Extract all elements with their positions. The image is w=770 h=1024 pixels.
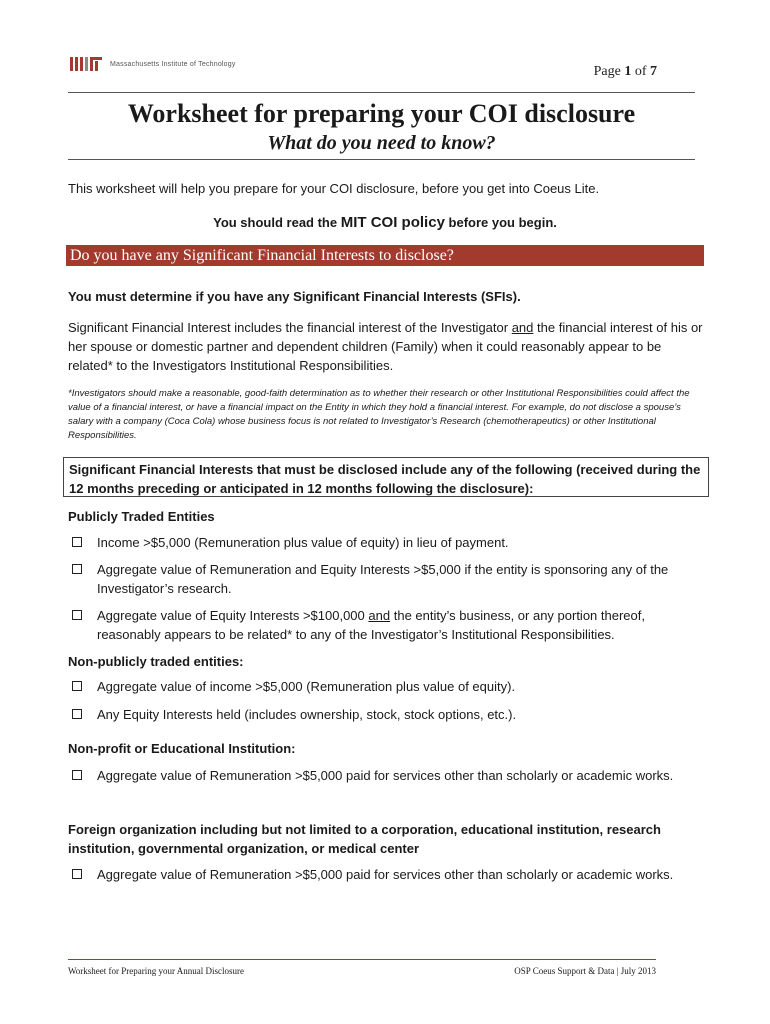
footer-left: Worksheet for Preparing your Annual Disclosure bbox=[68, 966, 244, 976]
sfi-definition-and: and bbox=[511, 320, 534, 335]
checkbox[interactable] bbox=[72, 681, 82, 691]
checklist-item bbox=[72, 677, 692, 696]
checklist-item bbox=[72, 560, 692, 598]
checklist-item-text-after: the entity’s business, or any portion thereof, reasonably appears to be related* to any of the Investigator’s Institutional Responsibilities. bbox=[97, 608, 645, 642]
checkbox[interactable] bbox=[72, 709, 82, 719]
footer-right: OSP Coeus Support & Data | July 2013 bbox=[514, 966, 656, 976]
mit-logo-mark-icon bbox=[70, 57, 104, 71]
checkbox[interactable] bbox=[72, 610, 82, 620]
header-rule bbox=[68, 92, 695, 93]
page-current: 1 bbox=[624, 64, 632, 79]
group-heading-nonpublic: Non-publicly traded entities: bbox=[68, 654, 244, 669]
must-determine-text: You must determine if you have any Significant Financial Interests (SFIs). bbox=[68, 289, 521, 304]
checkbox[interactable] bbox=[72, 537, 82, 547]
page-title: Worksheet for preparing your COI disclosure bbox=[127, 99, 636, 128]
intro-text: This worksheet will help you prepare for your COI disclosure, before you get into Coeus Lite. bbox=[68, 181, 600, 196]
mit-logo bbox=[70, 55, 236, 73]
checkbox[interactable] bbox=[72, 564, 82, 574]
sfi-definition-part2: the financial interest of his or her spouse or domestic partner and dependent children (Family) when it could reasonably appear to be related* to the Investigators Institutional Responsibilities. bbox=[68, 320, 703, 373]
group-heading-nonprofit: Non-profit or Educational Institution: bbox=[68, 741, 296, 756]
read-policy-line bbox=[0, 214, 770, 231]
checklist-item-text: Income >$5,000 (Remuneration plus value of equity) in lieu of payment. bbox=[97, 535, 509, 550]
sfi-disclosure-heading-box: Significant Financial Interests that must be disclosed include any of the following (received during the 12 months preceding or anticipated in 12 months following the disclosure): bbox=[63, 457, 709, 497]
sfi-definition-part1: Significant Financial Interest includes the financial interest of the Investigator bbox=[68, 320, 509, 335]
checklist-item-text: Aggregate value of Remuneration >$5,000 paid for services other than scholarly or academic works. bbox=[97, 768, 674, 783]
page-subtitle: What do you need to know? bbox=[267, 132, 496, 154]
logo-text: Massachusetts Institute of Technology bbox=[110, 60, 236, 68]
checklist-item bbox=[72, 606, 692, 644]
sfi-definition bbox=[68, 318, 708, 375]
checkbox[interactable] bbox=[72, 770, 82, 780]
page-of: of bbox=[634, 64, 647, 79]
footer-rule bbox=[68, 959, 656, 960]
page-prefix: Page bbox=[593, 64, 621, 79]
group-heading-foreign: Foreign organization including but not limited to a corporation, educational institution, research institution, governmental organization, or medical center bbox=[68, 822, 661, 856]
checklist-item-text-before: Aggregate value of Equity Interests >$100,000 bbox=[97, 608, 365, 623]
read-after: before you begin. bbox=[448, 215, 557, 230]
checklist-item bbox=[72, 766, 692, 785]
checklist-item-text bbox=[97, 606, 692, 644]
checklist-item bbox=[72, 865, 692, 884]
page-total: 7 bbox=[650, 64, 657, 79]
title-rule bbox=[68, 159, 695, 160]
section-heading: Do you have any Significant Financial Interests to disclose? bbox=[66, 245, 704, 266]
checklist-item-text-and: and bbox=[368, 608, 391, 623]
checklist-item-text: Aggregate value of income >$5,000 (Remuneration plus value of equity). bbox=[97, 679, 516, 694]
checklist-item bbox=[72, 533, 692, 552]
group-heading-public: Publicly Traded Entities bbox=[68, 509, 215, 524]
checklist-item-text: Any Equity Interests held (includes ownership, stock, stock options, etc.). bbox=[97, 707, 517, 722]
checklist-item-text: Aggregate value of Remuneration and Equity Interests >$5,000 if the entity is sponsoring any of the Investigator’s research. bbox=[97, 562, 669, 596]
checkbox[interactable] bbox=[72, 869, 82, 879]
checklist-item bbox=[72, 705, 692, 724]
footnote-text: *Investigators should make a reasonable, good-faith determination as to whether their research or other Institutional Responsibilities could affect the value of a financial interest, or have a financial impact on the Entity in which they hold a financial interest. For example, do not disclose a spouse’s salary with a company (Coca Cola) whose business focus is not related to Investigator’s Research (chemotherapeutics) or other Institutional Responsibilities. bbox=[68, 388, 690, 441]
mit-coi-policy-link[interactable]: MIT COI policy bbox=[340, 214, 445, 231]
page-number bbox=[594, 64, 657, 80]
checklist-item-text: Aggregate value of Remuneration >$5,000 paid for services other than scholarly or academic works. bbox=[97, 867, 674, 882]
read-before: You should read the bbox=[213, 215, 338, 230]
